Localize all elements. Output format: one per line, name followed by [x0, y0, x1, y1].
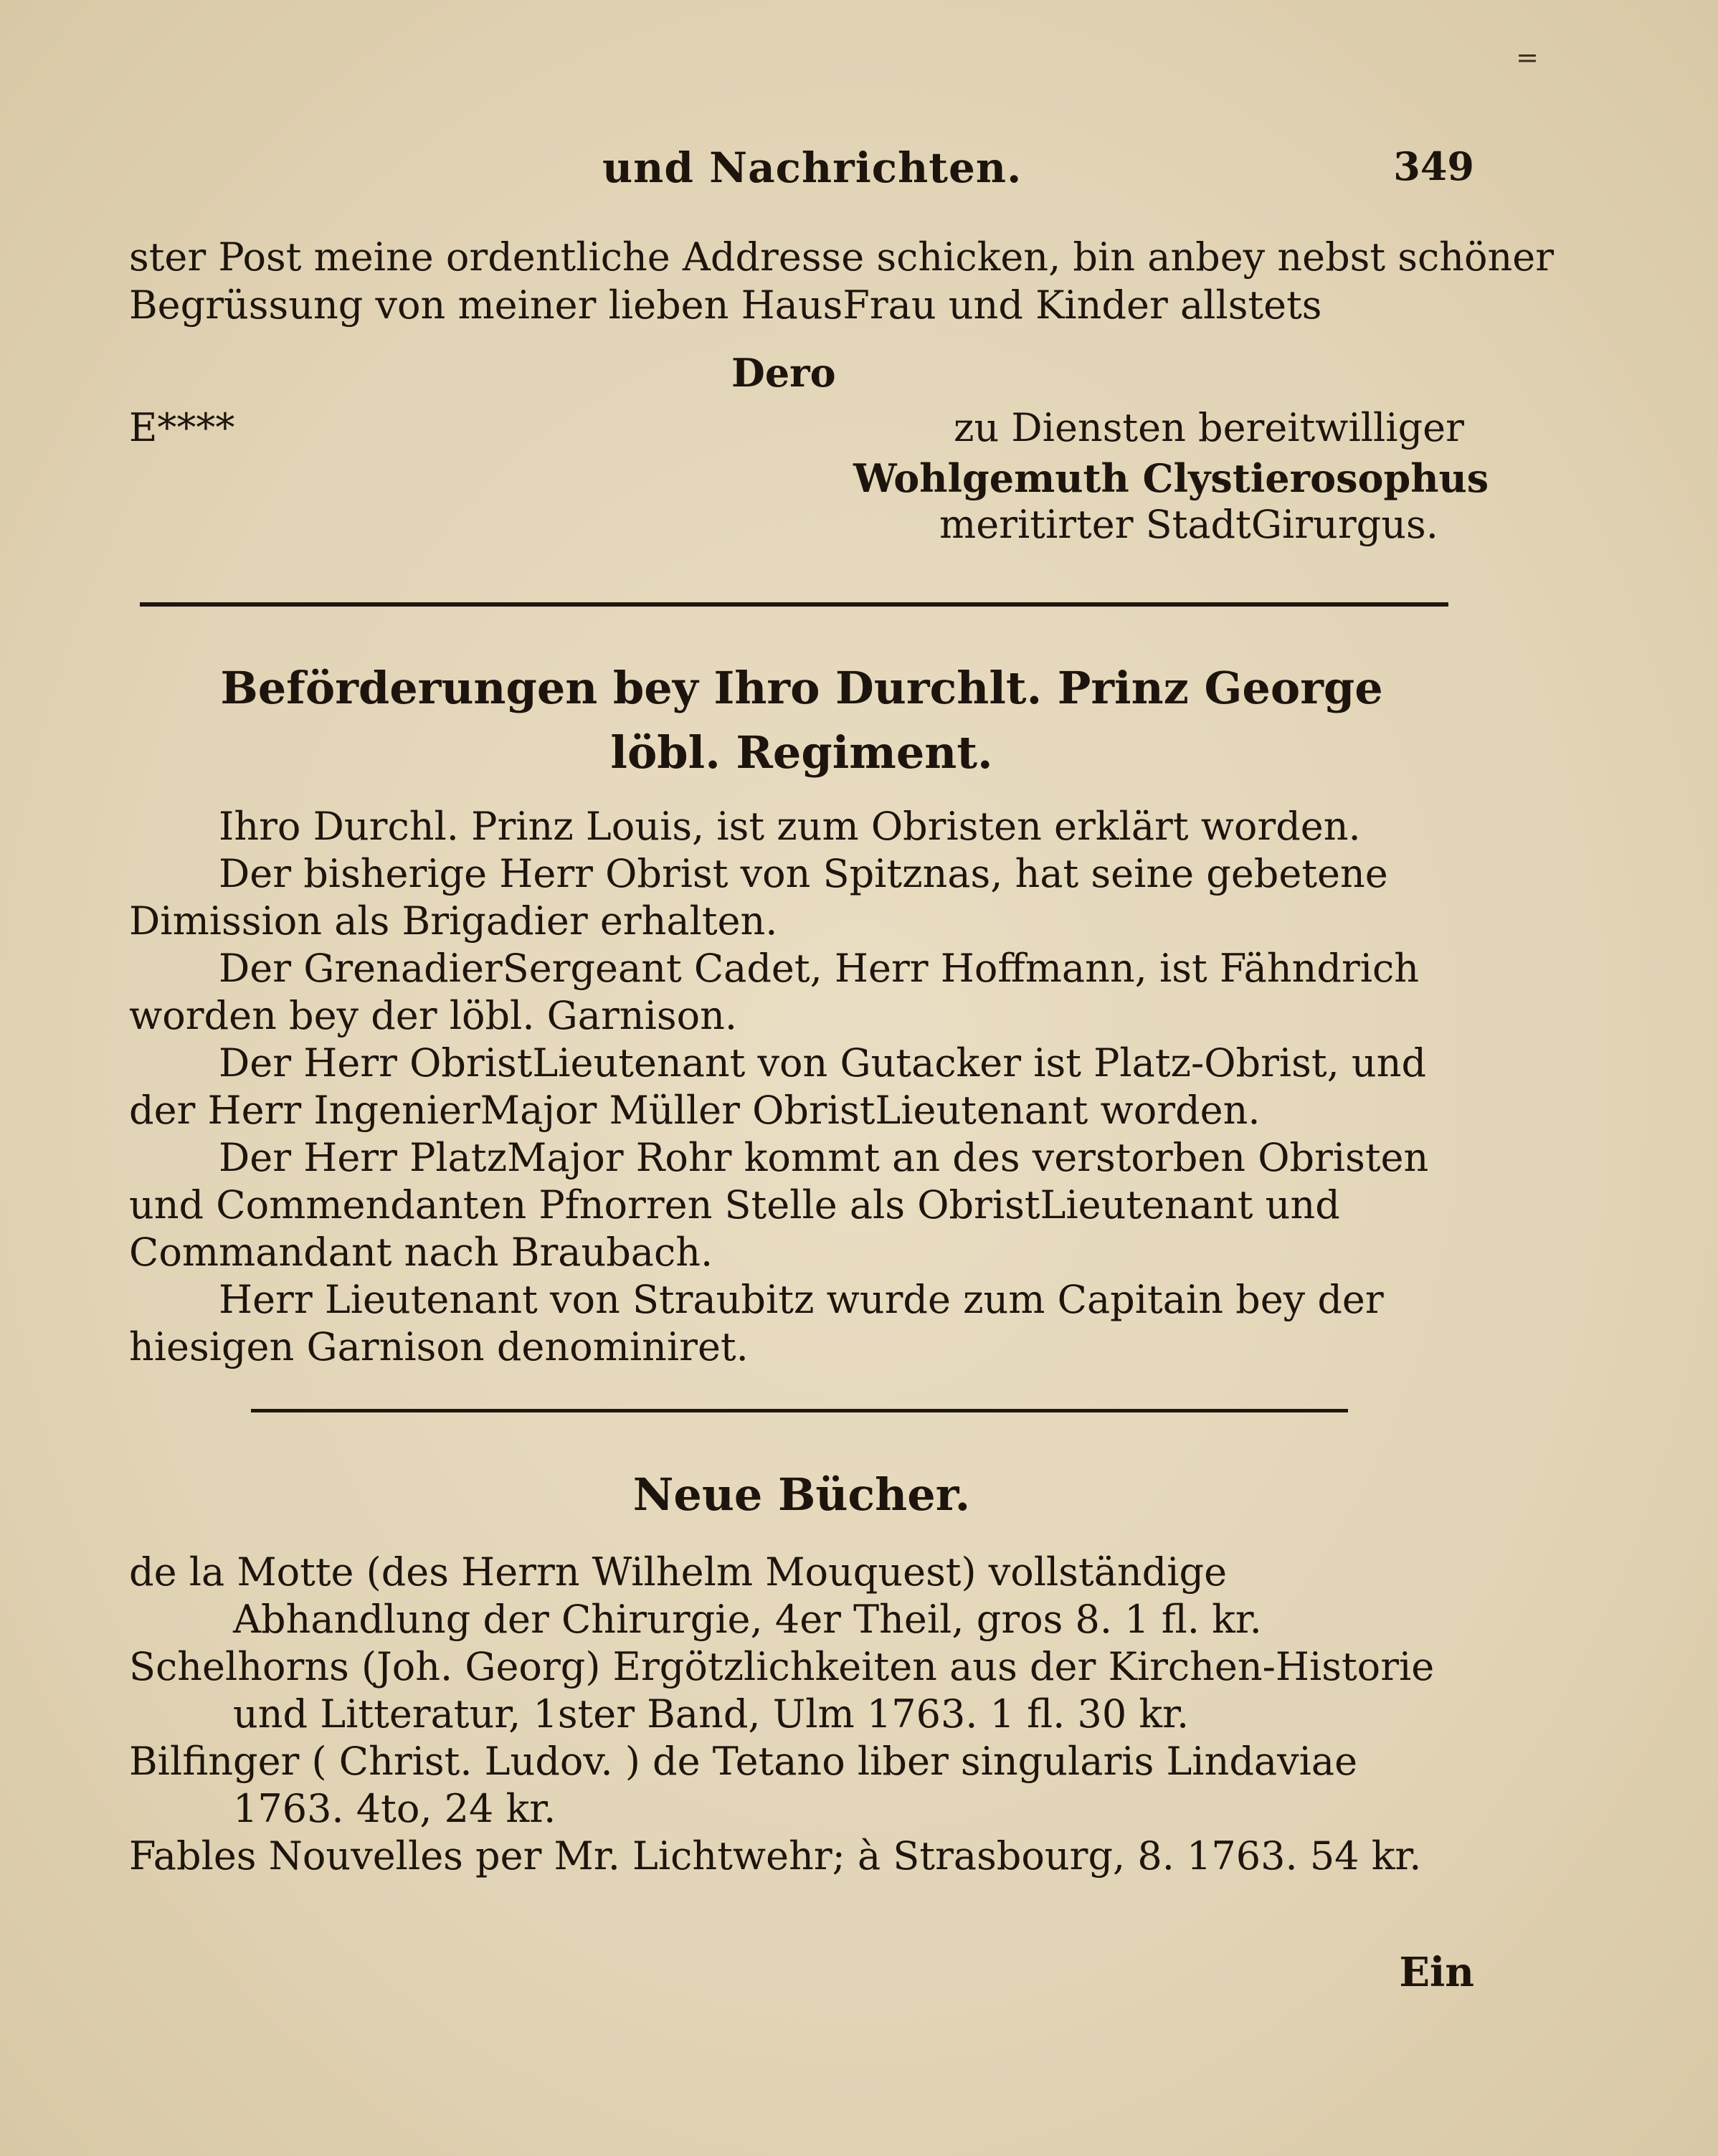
letter-line: ster Post meine ordentliche Addresse schicken, bin anbey nebst schöner	[129, 234, 1555, 280]
section-heading-promotions	[129, 656, 1474, 785]
promotions-list	[129, 803, 1474, 1371]
book-entry: Bilfinger ( Christ. Ludov. ) de Tetano liber singularis Lindaviae 1763. 4to, 24 kr.	[129, 1739, 1358, 1831]
book-entry: Fables Nouvelles per Mr. Lichtwehr; à Strasbourg, 8. 1763. 54 kr.	[129, 1833, 1422, 1879]
heading-line: Beförderungen bey Ihro Durchlt. Prinz George	[220, 662, 1383, 714]
heading-line: löbl. Regiment.	[610, 726, 993, 779]
book-entry: de la Motte (des Herrn Wilhelm Mouquest) vollständige Abhandlung der Chirurgie, 4er Theil, gros 8. 1 fl. kr.	[129, 1549, 1262, 1642]
running-head: und Nachrichten.	[602, 143, 1022, 192]
promotion-entry: Der Herr ObristLieutenant von Gutacker ist Platz-Obrist, und der Herr IngenierMajor Müller ObristLieutenant worden.	[129, 1040, 1427, 1133]
promotion-entry: Der bisherige Herr Obrist von Spitznas, hat seine gebetene Dimission als Brigadier erhalten.	[129, 851, 1388, 944]
signature-line: zu Diensten bereitwilliger	[954, 405, 1464, 450]
book-entry: Schelhorns (Joh. Georg) Ergötzlichkeiten aus der Kirchen-Historie und Litteratur, 1ster Band, Ulm 1763. 1 fl. 30 kr.	[129, 1644, 1435, 1737]
closing-dero: Dero	[731, 350, 836, 396]
corner-mark: =	[1516, 42, 1539, 73]
divider-rule	[251, 1409, 1348, 1412]
letter-line: Begrüssung von meiner lieben HausFrau und Kinder allstets	[129, 282, 1322, 328]
promotion-entry: Der Herr PlatzMajor Rohr kommt an des verstorben Obristen und Commendanten Pfnorren Stelle als ObristLieutenant und Commandant nach Braubach.	[129, 1135, 1429, 1275]
books-list	[129, 1549, 1474, 1880]
letter-ending	[129, 233, 1555, 329]
divider-rule	[140, 602, 1448, 607]
section-heading-books: Neue Bücher.	[632, 1468, 971, 1521]
promotion-entry: Der GrenadierSergeant Cadet, Herr Hoffmann, ist Fähndrich worden bey der löbl. Garnison.	[129, 946, 1420, 1038]
page-header	[129, 143, 1474, 192]
place-stars: E****	[129, 405, 235, 450]
signature-name: Wohlgemuth Clystierosophus	[853, 455, 1489, 501]
page-number: 349	[1393, 143, 1474, 189]
promotion-entry: Herr Lieutenant von Straubitz wurde zum Capitain bey der hiesigen Garnison denominiret.	[129, 1277, 1384, 1369]
promotion-entry: Ihro Durchl. Prinz Louis, ist zum Obristen erklärt worden.	[219, 804, 1361, 849]
catchword: Ein	[1399, 1949, 1474, 1996]
signature-title: meritirter StadtGirurgus.	[939, 502, 1438, 547]
